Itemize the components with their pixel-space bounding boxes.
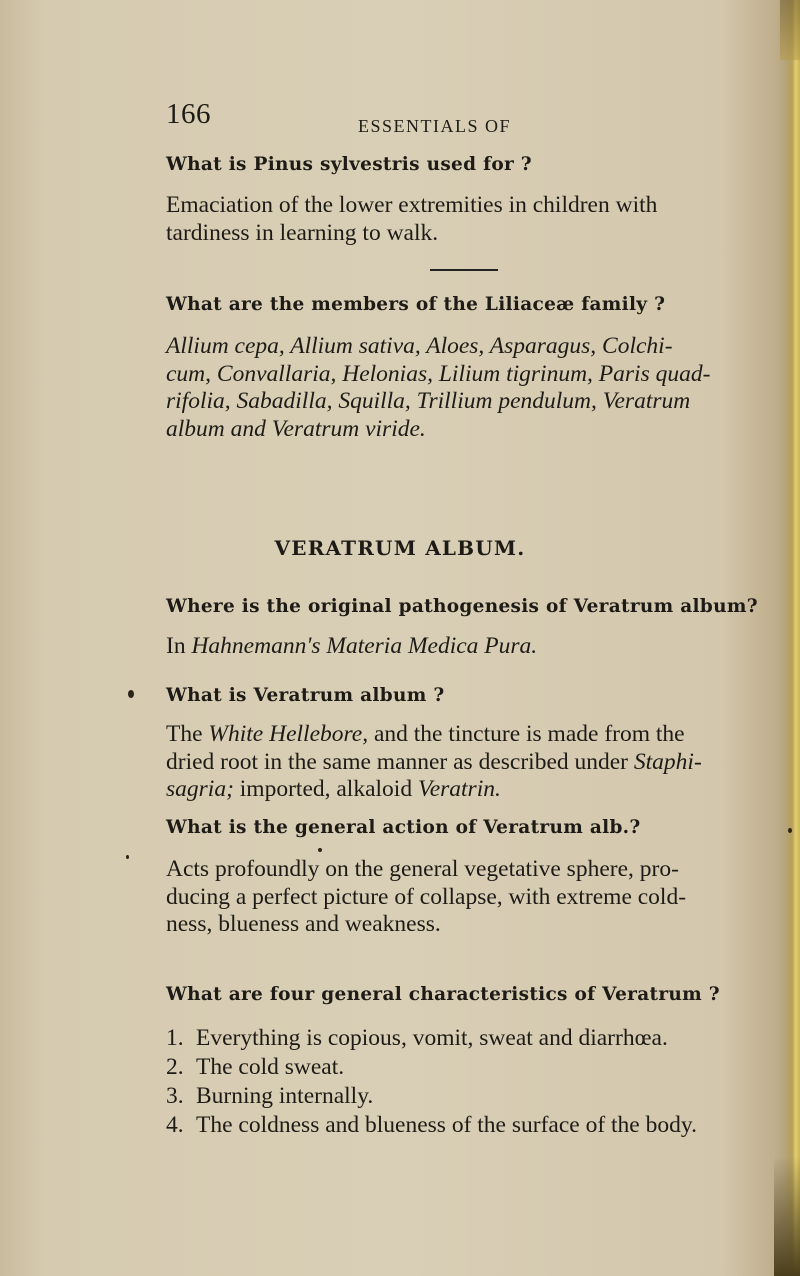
list-item xyxy=(166,1111,776,1140)
running-head: ESSENTIALS OF xyxy=(358,116,512,136)
answer-line: Allium cepa, Allium sativa, Aloes, Asparagus, Colchi- xyxy=(166,333,673,359)
item-text: The coldness and blueness of the surface of the body. xyxy=(196,1112,697,1138)
answer-line: cum, Convallaria, Helonias, Lilium tigrinum, Paris quad- xyxy=(166,360,711,387)
ink-speck xyxy=(128,690,134,698)
characteristics-list xyxy=(166,1024,776,1140)
answer-liliaceae xyxy=(166,333,766,443)
answer-line: Acts profoundly on the general vegetative sphere, pro- xyxy=(166,856,679,882)
question-what-is: What is Veratrum album ? xyxy=(166,685,445,706)
page-corner-top xyxy=(780,0,800,60)
page-corner-bottom xyxy=(774,1156,800,1276)
answer-line: tardiness in learning to walk. xyxy=(166,219,439,246)
section-divider xyxy=(430,269,498,271)
answer-line: Emaciation of the lower extremities in children with xyxy=(166,192,658,218)
item-number: 2. xyxy=(166,1054,184,1080)
answer-pinus xyxy=(166,192,766,247)
list-item xyxy=(166,1053,776,1082)
answer-italic: sagria; xyxy=(166,776,234,802)
ink-speck xyxy=(126,855,129,859)
answer-italic: Veratrin. xyxy=(417,776,501,802)
list-item xyxy=(166,1024,776,1053)
list-item xyxy=(166,1082,776,1111)
item-number: 3. xyxy=(166,1083,184,1109)
answer-line: ducing a perfect picture of collapse, with extreme cold- xyxy=(166,883,687,910)
item-text: Burning internally. xyxy=(196,1083,374,1109)
answer-pathogenesis xyxy=(166,633,766,661)
answer-what-is xyxy=(166,721,766,804)
item-number: 1. xyxy=(166,1025,184,1051)
answer-italic: White Hellebore, xyxy=(208,721,369,747)
answer-text: and the tincture is made from the xyxy=(368,721,685,747)
answer-text: The xyxy=(166,721,209,747)
answer-italic: Hahnemann's Materia Medica Pura. xyxy=(191,633,538,659)
page-number: 166 xyxy=(166,98,211,130)
answer-text: In xyxy=(166,633,192,659)
page-edge-shadow xyxy=(786,0,800,1276)
answer-line: ness, blueness and weakness. xyxy=(166,911,441,937)
answer-italic: Staphi- xyxy=(633,748,702,775)
answer-general-action xyxy=(166,856,766,939)
question-liliaceae: What are the members of the Liliaceæ family ? xyxy=(166,294,666,315)
answer-text: imported, alkaloid xyxy=(233,776,418,802)
ink-speck xyxy=(318,848,322,852)
item-text: The cold sweat. xyxy=(196,1054,345,1080)
answer-line: album and Veratrum viride. xyxy=(166,415,426,442)
question-characteristics: What are four general characteristics of Veratrum ? xyxy=(166,984,720,1005)
item-number: 4. xyxy=(166,1112,184,1138)
answer-line: rifolia, Sabadilla, Squilla, Trillium pendulum, Veratrum xyxy=(166,388,691,414)
question-general-action: What is the general action of Veratrum alb.? xyxy=(166,817,641,838)
question-pathogenesis: Where is the original pathogenesis of Veratrum album? xyxy=(166,596,758,617)
section-title: VERATRUM ALBUM. xyxy=(274,536,526,560)
item-text: Everything is copious, vomit, sweat and diarrhœa. xyxy=(196,1025,668,1051)
answer-text: dried root in the same manner as described under xyxy=(166,748,634,775)
question-pinus: What is Pinus sylvestris used for ? xyxy=(166,154,532,175)
ink-speck xyxy=(788,828,792,833)
